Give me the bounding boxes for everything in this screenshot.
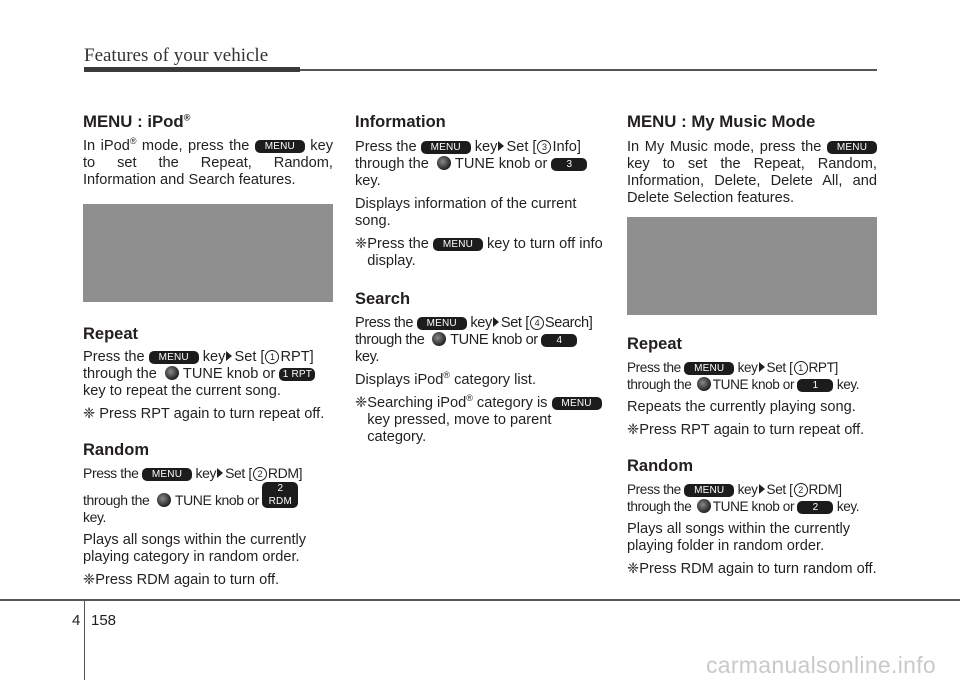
tune-knob-icon (432, 332, 446, 346)
search-instruction: Press the MENU key Set [ 4 Search] through the TUNE knob or 4 key. (355, 315, 593, 365)
repeat-instruction: Press the MENU key Set [ 1 RPT] through the TUNE knob or 1 RPT key to repeat the current song. (83, 349, 314, 399)
heading-repeat: Repeat (83, 325, 139, 343)
menu-key-icon: MENU (684, 362, 734, 375)
section-title-menu-ipod: MENU : iPod® (83, 112, 191, 131)
info-body: Displays information of the current song. (355, 196, 577, 229)
arrow-right-icon (493, 317, 499, 327)
menu-key-icon: MENU (433, 238, 483, 251)
my-music-intro: In My Music mode, press the MENU key to set the Repeat, Random, Information, Delete, Delete All, and Delete Selection features. (627, 139, 877, 206)
key-1-rpt-icon: 1 RPT (279, 368, 315, 381)
menu-key-icon: MENU (827, 141, 877, 154)
ipod-intro: In iPod® mode, press the MENU key to set the Repeat, Random, Information and Search features. (83, 136, 334, 188)
tune-knob-icon (697, 377, 711, 391)
chapter-number: 4 (72, 612, 81, 629)
heading-random-my-music: Random (627, 457, 693, 475)
circled-4-icon: 4 (530, 316, 544, 330)
my-music-repeat-note: ❈ Press RPT again to turn repeat off. (627, 422, 865, 438)
placeholder-image (627, 217, 877, 315)
menu-key-icon: MENU (552, 397, 602, 410)
key-3-icon: 3 (551, 158, 587, 171)
key-2-rdm-icon: 2 RDM (262, 482, 298, 508)
arrow-right-icon (498, 141, 504, 151)
heading-repeat-my-music: Repeat (627, 335, 683, 353)
circled-2-icon: 2 (253, 467, 267, 481)
circled-1-icon: 1 (265, 350, 279, 364)
info-instruction: Press the MENU key Set [ 3 Info] through the TUNE knob or 3 key. (355, 139, 605, 190)
my-music-random-note: ❈ Press RDM again to turn random off. (627, 561, 877, 577)
circled-3-icon: 3 (537, 140, 551, 154)
random-note: ❈ Press RDM again to turn off. (83, 572, 280, 588)
tune-knob-icon (165, 366, 179, 380)
my-music-repeat-instruction: Press the MENU key Set [ 1 RPT] through the TUNE knob or 1 key. (627, 360, 860, 392)
arrow-right-icon (226, 351, 232, 361)
random-body: Plays all songs within the currently playing category in random order. (83, 532, 307, 565)
header-rule-thin (300, 69, 877, 71)
arrow-right-icon (217, 468, 223, 478)
info-note: ❈ Press the MENU key to turn off info display. (355, 236, 603, 269)
placeholder-image (83, 204, 333, 302)
search-note: ❈ Searching iPod® category is MENU key pressed, move to parent category. (355, 395, 605, 446)
tune-knob-icon (157, 493, 171, 507)
search-body: Displays iPod® category list. (355, 370, 537, 388)
arrow-right-icon (759, 362, 765, 372)
repeat-note: ❈ Press RPT again to turn repeat off. (83, 406, 325, 422)
footer-rule (0, 599, 960, 601)
key-4-icon: 4 (541, 334, 577, 347)
menu-key-icon: MENU (255, 140, 305, 153)
circled-1-icon: 1 (794, 361, 808, 375)
column-ipod (83, 112, 333, 589)
column-info-search (355, 112, 605, 446)
menu-key-icon: MENU (142, 468, 192, 481)
circled-2-icon: 2 (794, 483, 808, 497)
heading-random: Random (83, 441, 149, 459)
menu-key-icon: MENU (684, 484, 734, 497)
watermark: carmanualsonline.info (705, 652, 936, 678)
footer-divider (84, 600, 85, 680)
my-music-random-instruction: Press the MENU key Set [ 2 RDM] through the TUNE knob or 2 key. (627, 482, 860, 514)
key-1-icon: 1 (797, 379, 833, 392)
section-title-menu-my-music: MENU : My Music Mode (627, 112, 816, 131)
my-music-random-body: Plays all songs within the currently playing folder in random order. (627, 521, 851, 554)
my-music-repeat-body: Repeats the currently playing song. (627, 399, 856, 415)
heading-search: Search (355, 290, 411, 308)
heading-information: Information (355, 113, 446, 131)
menu-key-icon: MENU (417, 317, 467, 330)
menu-key-icon: MENU (149, 351, 199, 364)
key-2-icon: 2 (797, 501, 833, 514)
tune-knob-icon (437, 156, 451, 170)
random-instruction: Press the MENU key Set [ 2 RDM] through the TUNE knob or 2 RDM key. (83, 465, 303, 525)
arrow-right-icon (759, 484, 765, 494)
column-my-music (627, 112, 877, 578)
menu-key-icon: MENU (421, 141, 471, 154)
tune-knob-icon (697, 499, 711, 513)
page-number: 158 (91, 612, 117, 629)
page-header-title: Features of your vehicle (84, 45, 269, 66)
header-rule (84, 67, 300, 72)
